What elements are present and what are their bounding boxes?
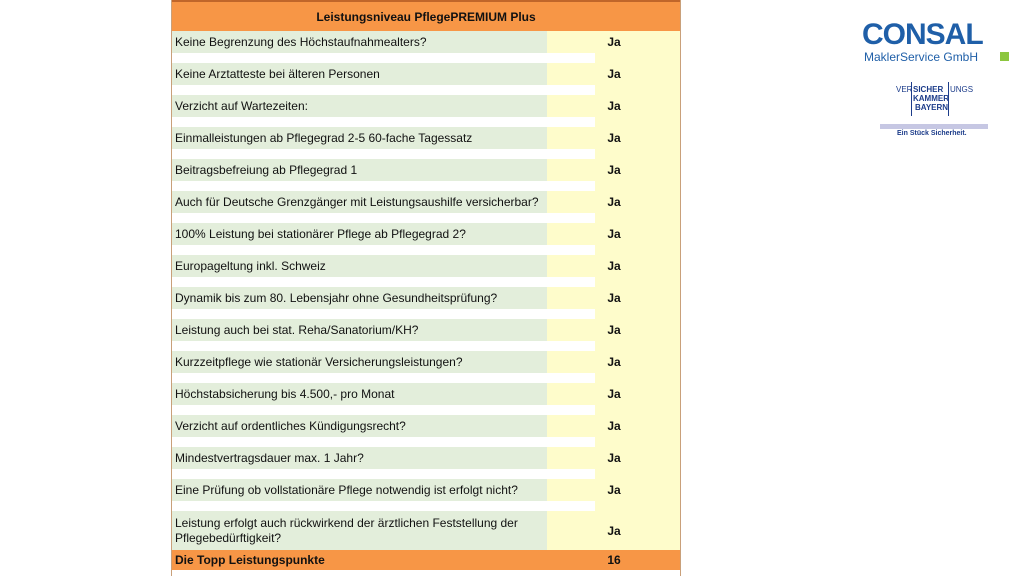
- spacer-cell: [595, 213, 681, 223]
- spacer-cell: [171, 341, 547, 351]
- row-spacer: [171, 117, 681, 127]
- footer-value: 16: [547, 550, 681, 570]
- row-spacer: [171, 213, 681, 223]
- table-title: Leistungsniveau PflegePREMIUM Plus: [171, 1, 681, 31]
- row-spacer: [171, 437, 681, 447]
- row-spacer: [171, 309, 681, 319]
- row-value: Ja: [547, 447, 681, 469]
- row-label: Einmalleistungen ab Pflegegrad 2-5 60-fache Tagessatz: [171, 127, 547, 149]
- row-label: Dynamik bis zum 80. Lebensjahr ohne Gesundheitsprüfung?: [171, 287, 547, 309]
- spacer-cell: [171, 245, 547, 255]
- vkb-logo-bar: [880, 124, 988, 129]
- spacer-cell: [595, 149, 681, 159]
- table-row: [171, 319, 681, 341]
- vkb-logo-line1-right: UNGS: [950, 85, 974, 94]
- spacer-cell: [547, 501, 595, 511]
- spacer-cell: [547, 373, 595, 383]
- row-value: Ja: [547, 95, 681, 117]
- table-row: [171, 191, 681, 213]
- row-value: Ja: [547, 383, 681, 405]
- vkb-logo-line3: BAYERN: [915, 103, 949, 112]
- row-label: 100% Leistung bei stationärer Pflege ab Pflegegrad 2?: [171, 223, 547, 245]
- row-label: Keine Begrenzung des Höchstaufnahmealters?: [171, 31, 547, 53]
- vkb-logo-line1-left: VER: [896, 85, 913, 94]
- spacer-cell: [171, 277, 547, 287]
- table-row: [171, 159, 681, 181]
- footer-label: Die Topp Leistungspunkte: [171, 550, 547, 570]
- spacer-cell: [171, 85, 547, 95]
- row-label: Verzicht auf Wartezeiten:: [171, 95, 547, 117]
- spacer-cell: [595, 277, 681, 287]
- spacer-cell: [171, 469, 547, 479]
- table-row: [171, 95, 681, 117]
- spacer-cell: [547, 309, 595, 319]
- table-row: [171, 31, 681, 53]
- table-row: [171, 511, 681, 550]
- consal-logo-square-icon: [1000, 52, 1009, 61]
- spacer-cell: [171, 213, 547, 223]
- spacer-cell: [171, 437, 547, 447]
- row-label: Leistung auch bei stat. Reha/Sanatorium/KH?: [171, 319, 547, 341]
- row-spacer: [171, 501, 681, 511]
- row-spacer: [171, 53, 681, 63]
- spacer-cell: [547, 405, 595, 415]
- spacer-cell: [547, 341, 595, 351]
- spacer-cell: [547, 277, 595, 287]
- row-value: Ja: [547, 127, 681, 149]
- row-value: Ja: [547, 479, 681, 501]
- table-row: [171, 415, 681, 437]
- row-label: Beitragsbefreiung ab Pflegegrad 1: [171, 159, 547, 181]
- spacer-cell: [595, 309, 681, 319]
- table-row: [171, 255, 681, 277]
- vkb-logo-line2: KAMMER: [913, 94, 949, 103]
- versicherungskammer-logo: [896, 82, 986, 130]
- row-value: Ja: [547, 223, 681, 245]
- row-label: Europageltung inkl. Schweiz: [171, 255, 547, 277]
- table-row: [171, 351, 681, 373]
- row-label: Auch für Deutsche Grenzgänger mit Leistungsaushilfe versicherbar?: [171, 191, 547, 213]
- consal-logo-name: CONSAL: [862, 18, 983, 51]
- spacer-cell: [171, 309, 547, 319]
- table-footer: [171, 550, 681, 570]
- row-spacer: [171, 373, 681, 383]
- spacer-cell: [595, 341, 681, 351]
- spacer-cell: [595, 53, 681, 63]
- spacer-cell: [171, 149, 547, 159]
- spacer-cell: [595, 181, 681, 191]
- vkb-logo-line1-mid: SICHER: [913, 85, 944, 94]
- row-label: Leistung erfolgt auch rückwirkend der ärztlichen Feststellung der Pflegebedürftigkeit?: [171, 511, 547, 550]
- row-value: Ja: [547, 159, 681, 181]
- row-spacer: [171, 181, 681, 191]
- row-spacer: [171, 341, 681, 351]
- row-spacer: [171, 277, 681, 287]
- spacer-cell: [595, 437, 681, 447]
- row-value: Ja: [547, 351, 681, 373]
- row-value: Ja: [547, 511, 681, 550]
- row-value: Ja: [547, 63, 681, 85]
- row-value: Ja: [547, 287, 681, 309]
- comparison-table: [171, 0, 681, 576]
- row-label: Eine Prüfung ob vollstationäre Pflege notwendig ist erfolgt nicht?: [171, 479, 547, 501]
- spacer-cell: [171, 181, 547, 191]
- spacer-cell: [595, 85, 681, 95]
- spacer-cell: [595, 501, 681, 511]
- row-value: Ja: [547, 319, 681, 341]
- spacer-cell: [547, 213, 595, 223]
- consal-logo-subtitle: MaklerService GmbH: [864, 50, 979, 64]
- spacer-cell: [171, 373, 547, 383]
- table-row: [171, 287, 681, 309]
- row-value: Ja: [547, 191, 681, 213]
- row-label: Mindestvertragsdauer max. 1 Jahr?: [171, 447, 547, 469]
- spacer-cell: [171, 501, 547, 511]
- row-spacer: [171, 469, 681, 479]
- consal-logo: [862, 20, 1012, 65]
- table-row: [171, 447, 681, 469]
- spacer-cell: [547, 437, 595, 447]
- row-label: Keine Arztatteste bei älteren Personen: [171, 63, 547, 85]
- row-value: Ja: [547, 31, 681, 53]
- spacer-cell: [595, 405, 681, 415]
- row-spacer: [171, 405, 681, 415]
- table-header: [171, 1, 681, 31]
- spacer-cell: [547, 181, 595, 191]
- spacer-cell: [547, 85, 595, 95]
- table-row: [171, 479, 681, 501]
- table-row: [171, 63, 681, 85]
- table-row: [171, 223, 681, 245]
- spacer-cell: [595, 373, 681, 383]
- spacer-cell: [547, 149, 595, 159]
- row-value: Ja: [547, 415, 681, 437]
- spacer-cell: [547, 469, 595, 479]
- vkb-logo-tagline: Ein Stück Sicherheit.: [897, 130, 967, 137]
- row-spacer: [171, 245, 681, 255]
- spacer-cell: [595, 117, 681, 127]
- row-spacer: [171, 149, 681, 159]
- spacer-cell: [171, 117, 547, 127]
- spacer-cell: [171, 53, 547, 63]
- row-label: Kurzzeitpflege wie stationär Versicherungsleistungen?: [171, 351, 547, 373]
- spacer-cell: [171, 405, 547, 415]
- spacer-cell: [595, 469, 681, 479]
- row-label: Verzicht auf ordentliches Kündigungsrecht?: [171, 415, 547, 437]
- row-label: Höchstabsicherung bis 4.500,- pro Monat: [171, 383, 547, 405]
- table-row: [171, 383, 681, 405]
- row-spacer: [171, 85, 681, 95]
- table-row: [171, 127, 681, 149]
- spacer-cell: [547, 53, 595, 63]
- spacer-cell: [547, 245, 595, 255]
- spacer-cell: [547, 117, 595, 127]
- benefits-table: [171, 0, 681, 570]
- spacer-cell: [595, 245, 681, 255]
- row-value: Ja: [547, 255, 681, 277]
